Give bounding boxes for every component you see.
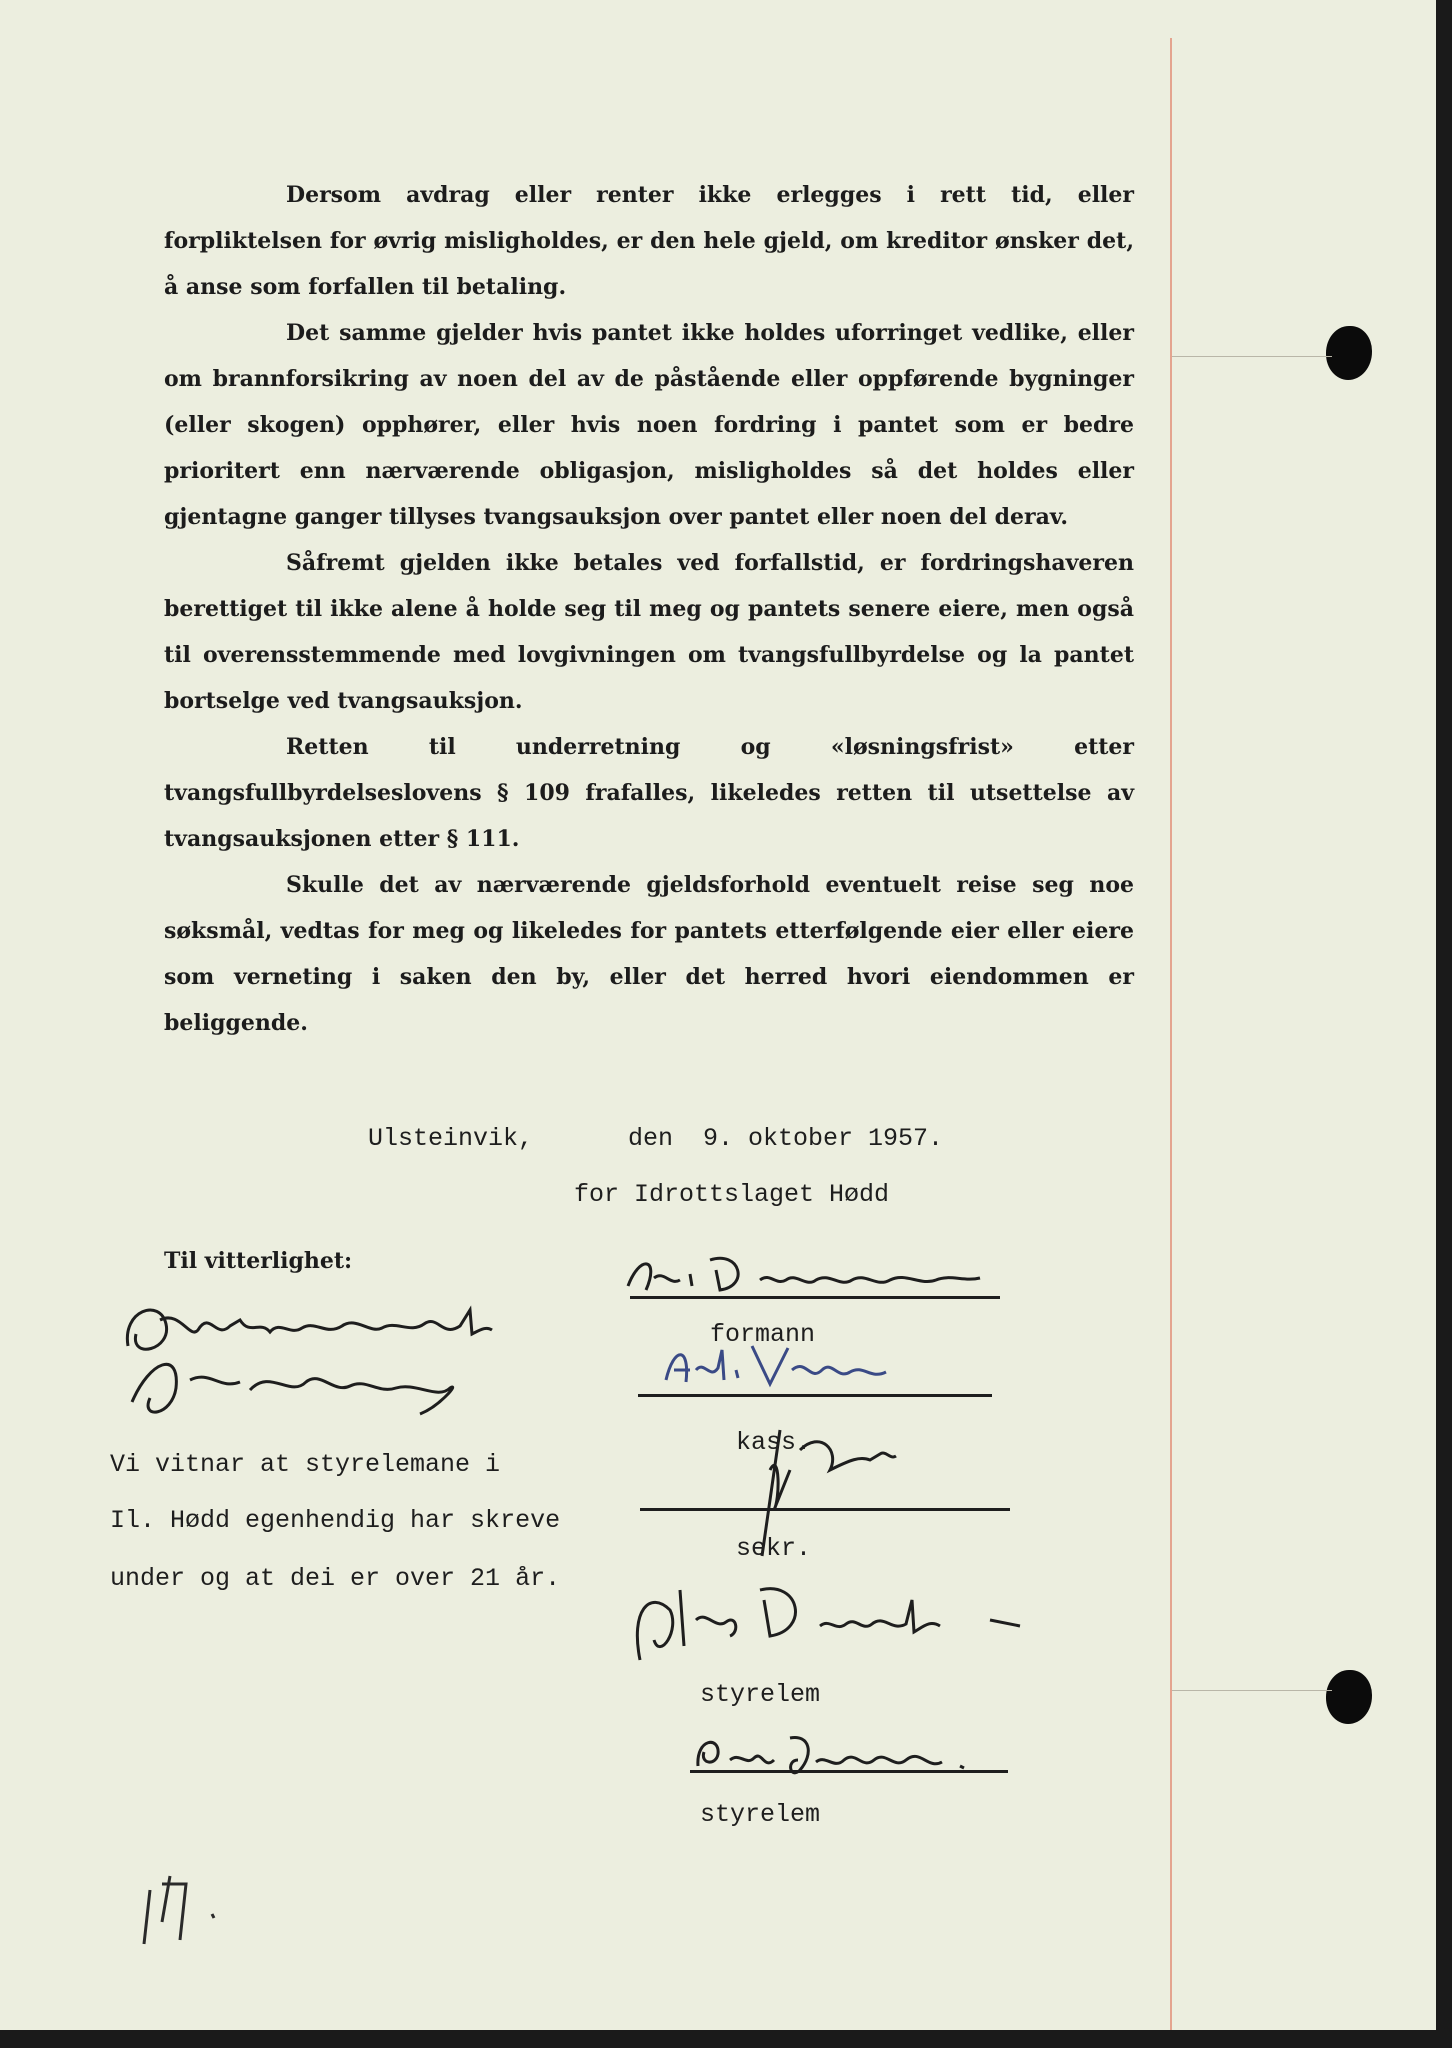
paragraph-property-maintenance: Det samme gjelder hvis pantet ikke holdes uforringet vedlike, eller om brannforsikring av noen del av de påstående eller oppførende bygninger (eller skogen) opphører, eller hvis noen fordring i pantet som er bedre prioritert enn nærværende obligasjon, misligholdes så det holdes eller gjentagne ganger tillyses tvangsauksjon over pantet eller noen del derav. (164, 320, 1134, 530)
role-sekretaer: sekr. (736, 1534, 812, 1563)
role-styrelem-1: styrelem (700, 1680, 821, 1709)
role-kasserer: kass. (736, 1428, 812, 1457)
for-organisation: for Idrottslaget Hødd (574, 1180, 890, 1209)
signature-line-sekretaer (640, 1508, 1010, 1511)
signature-line-styrelem-2 (690, 1770, 1008, 1773)
signature-line-formann (630, 1296, 1000, 1299)
punch-hole (1326, 1670, 1372, 1724)
date: den 9. oktober 1957. (628, 1124, 944, 1153)
role-styrelem-2: styrelem (700, 1800, 821, 1829)
role-formann: formann (710, 1320, 816, 1349)
paragraph-notice-waiver: Retten til underretning og «løsningsfrist» etter tvangsfullbyrdelseslovens § 109 frafalles, likeledes retten til utsettelse av tvangsauksjonen etter § 111. (164, 734, 1134, 852)
paragraph-default: Dersom avdrag eller renter ikke erlegges i rett tid, eller forpliktelsen for øvrig misligholdes, er den hele gjeld, om kreditor ønsker det, å anse som forfallen til betaling. (164, 182, 1134, 300)
witness-statement-line-2: Il. Hødd egenhendig har skreve (110, 1506, 561, 1535)
fold-crease (1172, 1690, 1332, 1691)
fold-crease (1172, 356, 1332, 357)
signature-styrelem-1 (620, 1570, 1040, 1670)
witness-signature-1 (120, 1290, 500, 1430)
handwritten-mark (140, 1870, 230, 1950)
signature-kasserer (660, 1340, 920, 1400)
place: Ulsteinvik, (368, 1124, 534, 1153)
punch-hole (1326, 326, 1372, 380)
paragraph-forced-sale: Såfremt gjelden ikke betales ved forfallstid, er fordringshaveren berettiget til ikke alene å holde seg til meg og pantets senere eiere, men også til overensstemmende med lovgivningen om tvangsfullbyrdelse og la pantet bortselge ved tvangsauksjon. (164, 550, 1134, 714)
obligation-body (164, 172, 1134, 1046)
witness-statement-line-1: Vi vitnar at styrelemane i (110, 1450, 501, 1479)
margin-rule (1170, 38, 1172, 2030)
signature-line-kasserer (638, 1394, 992, 1397)
paragraph-venue: Skulle det av nærværende gjeldsforhold eventuelt reise seg noe søksmål, vedtas for meg og likeledes for pantets etterfølgende eier eller eiere som verneting i saken den by, eller det herred hvori eiendommen er beliggende. (164, 872, 1134, 1036)
witness-statement-line-3: under og at dei er over 21 år. (110, 1564, 561, 1593)
signature-formann (620, 1250, 1000, 1310)
witness-label: Til vitterlighet: (164, 1248, 353, 1274)
